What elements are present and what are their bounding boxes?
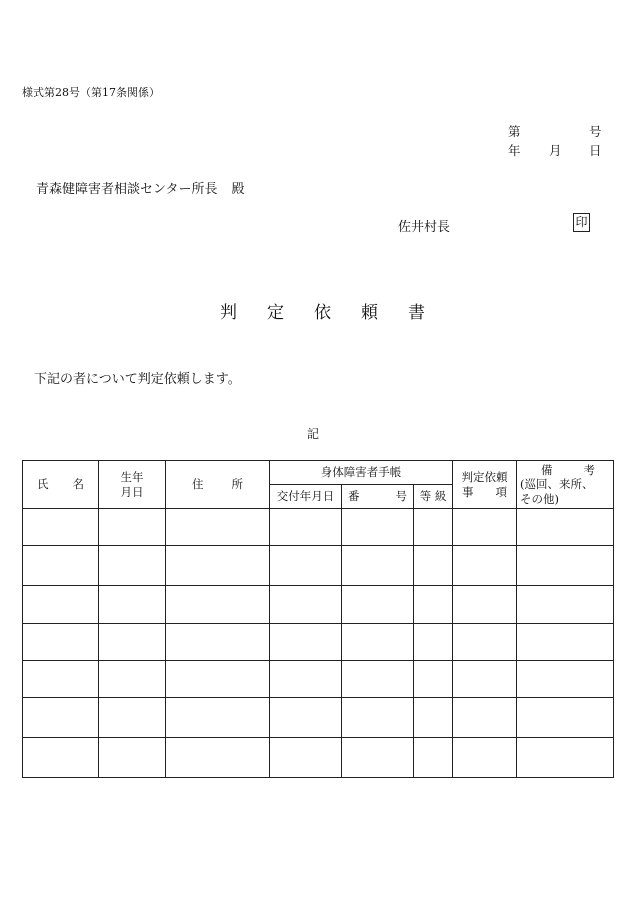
cell-grade[interactable] xyxy=(414,509,453,546)
cell-birth[interactable] xyxy=(99,661,166,698)
addressee-honorific: 殿 xyxy=(231,182,245,197)
cell-address[interactable] xyxy=(166,738,270,778)
table-row xyxy=(23,624,614,661)
cell-judge[interactable] xyxy=(453,624,517,661)
cell-name[interactable] xyxy=(23,546,99,586)
cell-number[interactable] xyxy=(342,661,414,698)
cell-name[interactable] xyxy=(23,738,99,778)
cell-issue-date[interactable] xyxy=(270,661,342,698)
header-birth-2: 月日 xyxy=(120,484,144,499)
cell-number[interactable] xyxy=(342,624,414,661)
cell-issue-date[interactable] xyxy=(270,738,342,778)
sender-name: 佐井村長 xyxy=(398,220,451,235)
header-handbook: 身体障害者手帳 xyxy=(270,461,453,485)
cell-issue-date[interactable] xyxy=(270,586,342,624)
cell-number[interactable] xyxy=(342,698,414,738)
cell-address[interactable] xyxy=(166,661,270,698)
cell-grade[interactable] xyxy=(414,546,453,586)
cell-judge[interactable] xyxy=(453,546,517,586)
cell-name[interactable] xyxy=(23,698,99,738)
header-judge-2a: 事 xyxy=(462,484,474,499)
header-address-b: 所 xyxy=(231,477,243,492)
header-judge-1: 判定依頼 xyxy=(461,470,508,485)
cell-judge[interactable] xyxy=(453,661,517,698)
addressee xyxy=(36,178,245,197)
header-number-b: 号 xyxy=(395,489,407,504)
cell-grade[interactable] xyxy=(414,698,453,738)
cell-remarks[interactable] xyxy=(517,661,614,698)
ki-label: 記 xyxy=(307,427,320,441)
cell-name[interactable] xyxy=(23,661,99,698)
header-number-a: 番 xyxy=(348,489,360,504)
cell-judge[interactable] xyxy=(453,509,517,546)
cell-birth[interactable] xyxy=(99,509,166,546)
header-name-b: 名 xyxy=(72,477,84,492)
date-month: 月 xyxy=(549,143,562,158)
cell-birth[interactable] xyxy=(99,738,166,778)
header-judge-2b: 項 xyxy=(495,484,508,499)
date-year: 年 xyxy=(508,143,521,158)
cell-remarks[interactable] xyxy=(517,586,614,624)
cell-address[interactable] xyxy=(166,624,270,661)
cell-address[interactable] xyxy=(166,546,270,586)
header-grade: 等 級 xyxy=(414,485,453,509)
cell-birth[interactable] xyxy=(99,698,166,738)
header-name-a: 氏 xyxy=(37,477,49,492)
number-suffix: 号 xyxy=(589,124,602,139)
seal-mark: 印 xyxy=(573,213,590,232)
cell-remarks[interactable] xyxy=(517,698,614,738)
number-prefix: 第 xyxy=(508,124,521,139)
header-birth xyxy=(99,461,166,509)
cell-remarks[interactable] xyxy=(517,624,614,661)
cell-address[interactable] xyxy=(166,586,270,624)
cell-name[interactable] xyxy=(23,509,99,546)
document-title: 判定依頼書 xyxy=(220,303,455,323)
cell-grade[interactable] xyxy=(414,738,453,778)
addressee-name: 青森健障害者相談センター所長 xyxy=(36,182,218,197)
cell-grade[interactable] xyxy=(414,624,453,661)
cell-grade[interactable] xyxy=(414,661,453,698)
form-number: 様式第28号（第17条関係） xyxy=(22,86,160,99)
table-row xyxy=(23,698,614,738)
cell-number[interactable] xyxy=(342,509,414,546)
cell-grade[interactable] xyxy=(414,586,453,624)
cell-issue-date[interactable] xyxy=(270,546,342,586)
header-address-a: 住 xyxy=(192,477,204,492)
cell-remarks[interactable] xyxy=(517,738,614,778)
header-name xyxy=(23,461,99,509)
cell-judge[interactable] xyxy=(453,586,517,624)
header-remarks-3: その他) xyxy=(520,491,560,506)
cell-issue-date[interactable] xyxy=(270,509,342,546)
header-remarks-a: 備 xyxy=(541,462,553,477)
cell-birth[interactable] xyxy=(99,546,166,586)
cell-issue-date[interactable] xyxy=(270,698,342,738)
cell-number[interactable] xyxy=(342,586,414,624)
cell-name[interactable] xyxy=(23,624,99,661)
table-row xyxy=(23,661,614,698)
table-row xyxy=(23,586,614,624)
cell-issue-date[interactable] xyxy=(270,624,342,661)
cell-name[interactable] xyxy=(23,586,99,624)
header-address xyxy=(166,461,270,509)
header-judge xyxy=(453,461,517,509)
header-issue-date: 交付年月日 xyxy=(270,485,342,509)
header-number xyxy=(342,485,414,509)
header-birth-1: 生年 xyxy=(120,470,144,485)
request-table xyxy=(22,460,614,778)
cell-remarks[interactable] xyxy=(517,546,614,586)
header-remarks-2: (巡回、来所、 xyxy=(520,477,594,492)
cell-number[interactable] xyxy=(342,738,414,778)
cell-address[interactable] xyxy=(166,698,270,738)
table-row xyxy=(23,738,614,778)
cell-address[interactable] xyxy=(166,509,270,546)
cell-judge[interactable] xyxy=(453,698,517,738)
table-header-row-1 xyxy=(23,461,614,485)
table-row xyxy=(23,546,614,586)
cell-number[interactable] xyxy=(342,546,414,586)
cell-remarks[interactable] xyxy=(517,509,614,546)
cell-birth[interactable] xyxy=(99,624,166,661)
table-row xyxy=(23,509,614,546)
header-remarks-b: 考 xyxy=(583,462,596,477)
cell-judge[interactable] xyxy=(453,738,517,778)
intro-text: 下記の者について判定依頼します。 xyxy=(34,372,241,387)
date-day: 日 xyxy=(589,143,602,158)
cell-birth[interactable] xyxy=(99,586,166,624)
header-remarks xyxy=(517,461,614,509)
